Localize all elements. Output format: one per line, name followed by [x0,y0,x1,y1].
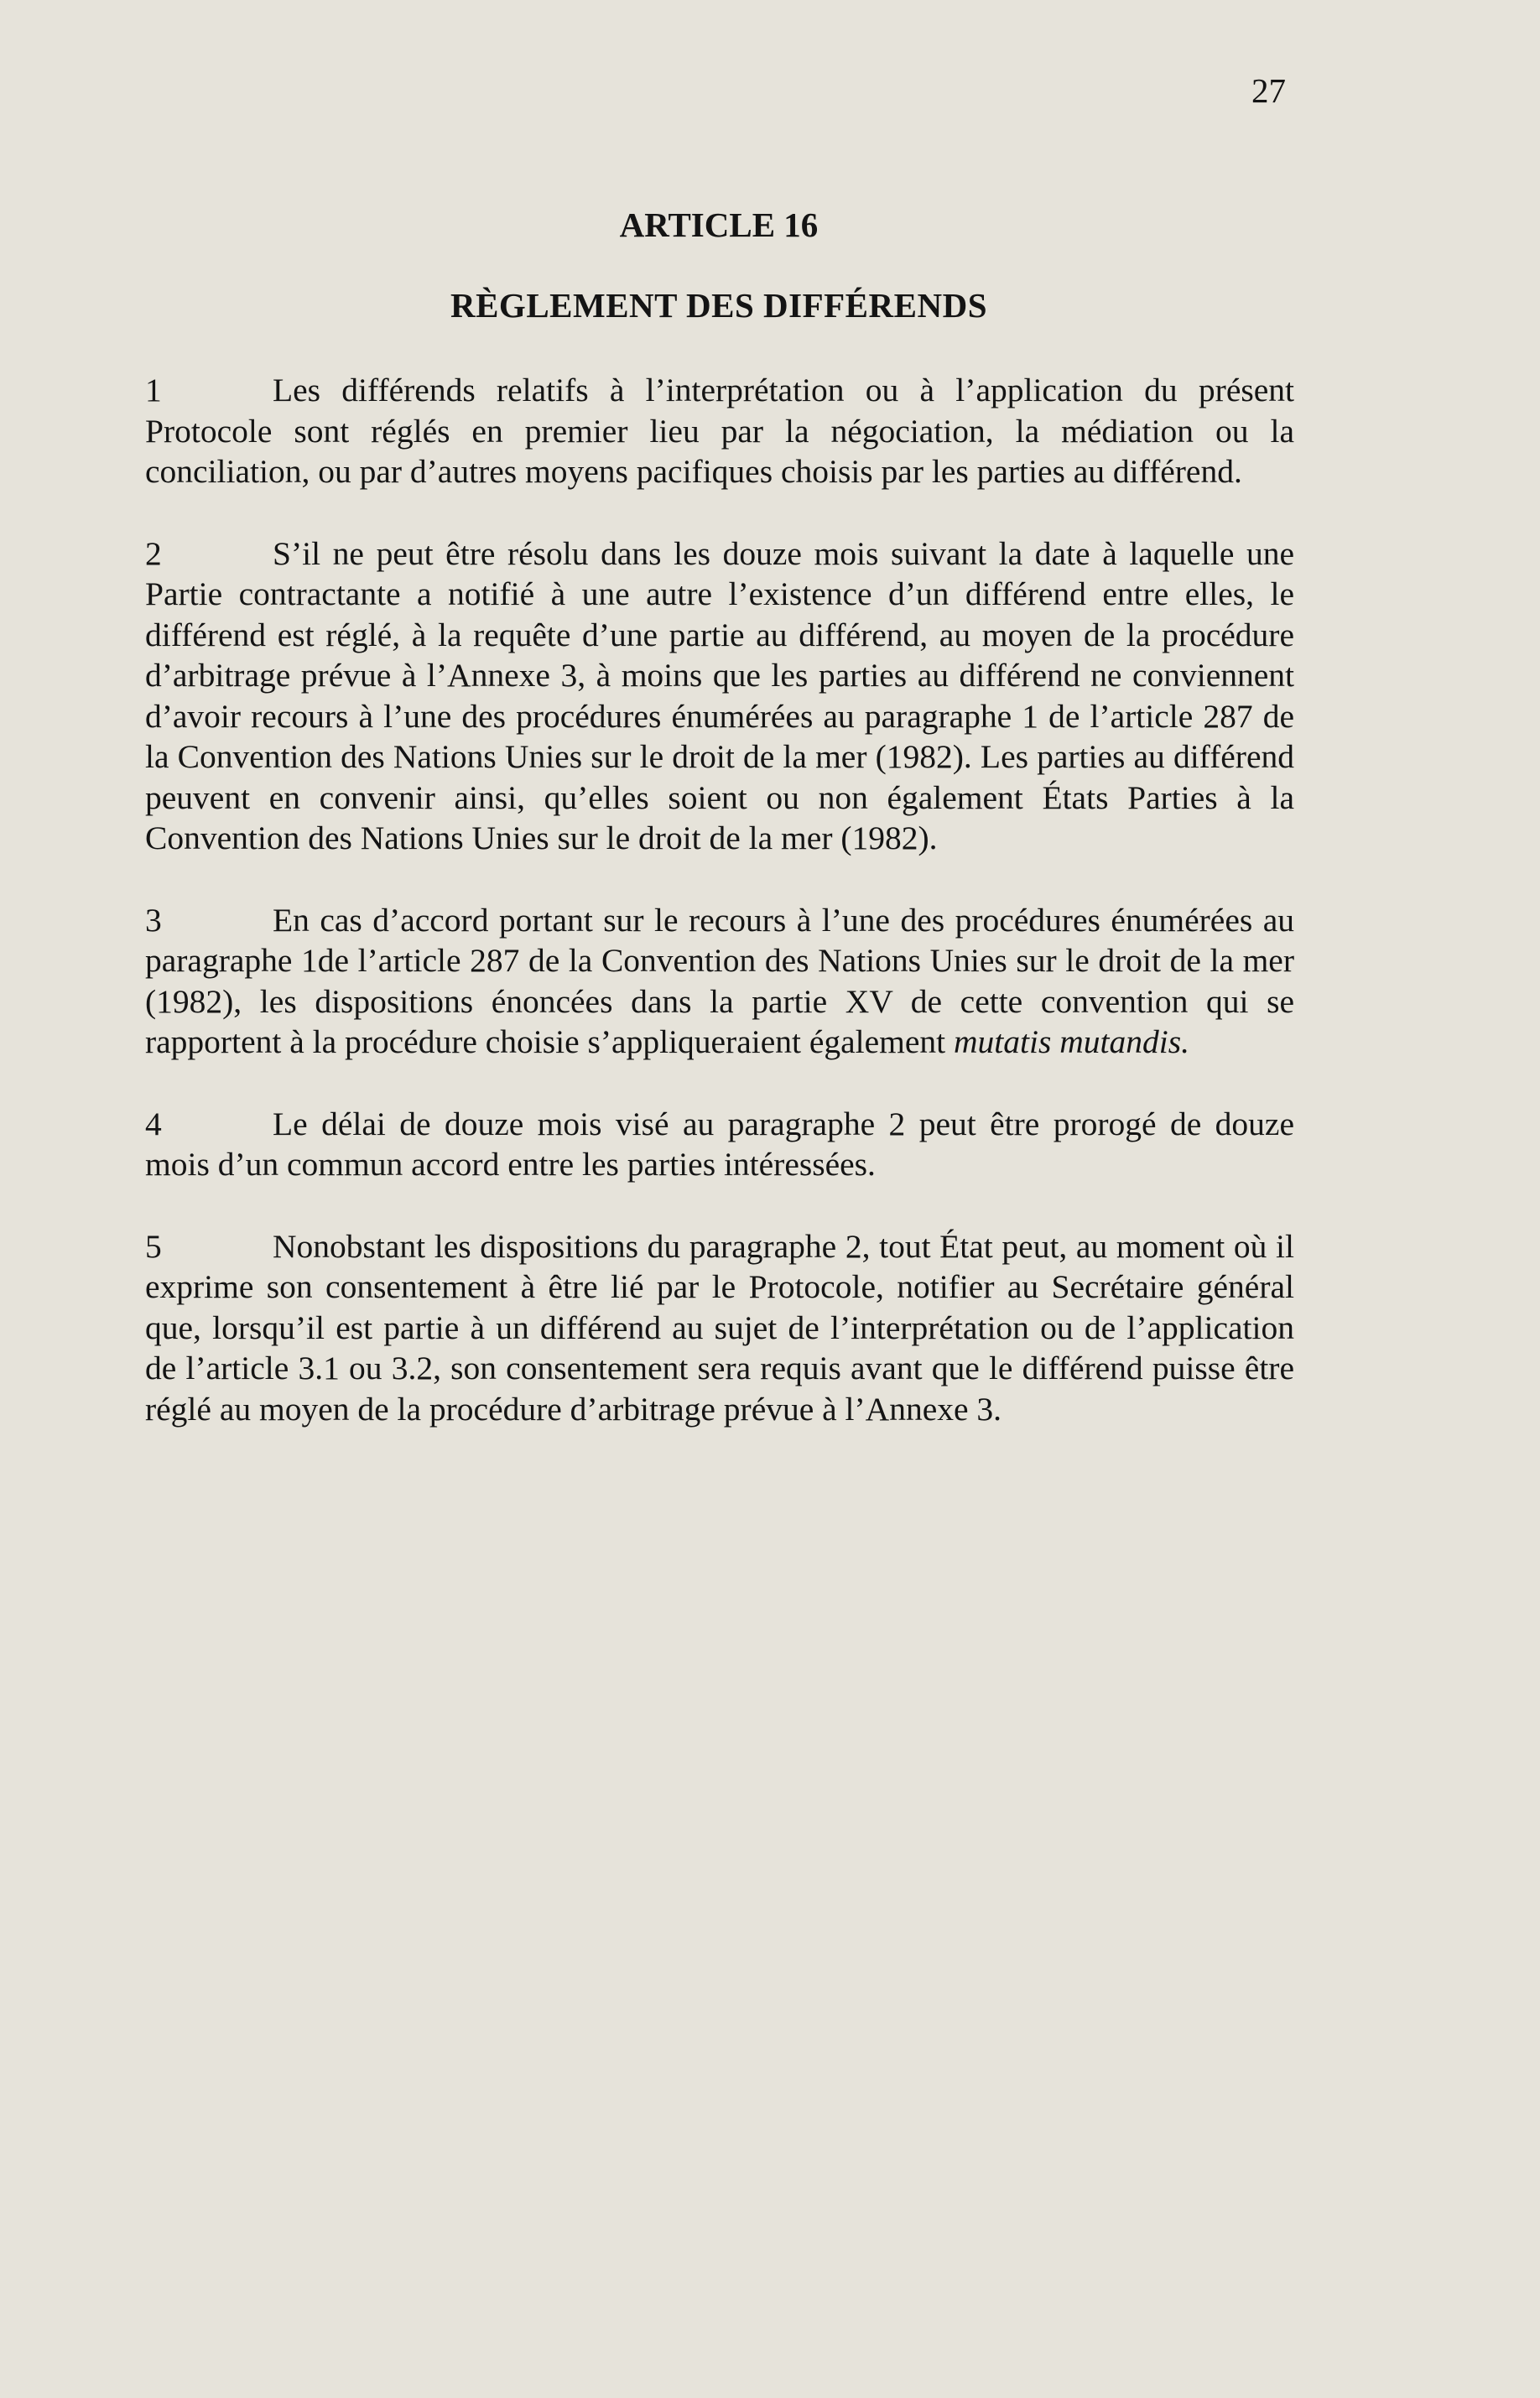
article-title: ARTICLE 16 [619,205,819,244]
paragraph-3 [145,900,1294,1063]
paragraph-text: En cas d’accord portant sur le recours à l’une des procédures énumérées au paragraphe 1de l’article 287 de la Convention des Nations Unies sur le droit de la mer (1982), les dispositions énoncées dans la partie XV de cette convention qui se rapportent à la procédure choisie s’appliqueraient également [145,901,1294,1060]
paragraph-number: 2 [145,534,162,572]
article-subtitle: RÈGLEMENT DES DIFFÉRENDS [450,286,988,325]
paragraph-text: Nonobstant les dispositions du paragraphe 2, tout État peut, au moment où il exprime son consentement à être lié par le Protocole, notifier au Secrétaire général que, lorsqu’il est partie à un différend au sujet de l’interprétation ou de l’application de l’article 3.1 ou 3.2, son consentement sera requis avant que le différend puisse être réglé au moyen de la procédure d’arbitrage prévue à l’Annexe 3. [145,1227,1294,1428]
paragraph-1 [145,370,1294,492]
paragraph-5 [145,1226,1294,1430]
page-number: 27 [1251,71,1286,110]
paragraph-2 [145,533,1294,859]
paragraph-text: Le délai de douze mois visé au paragraphe 2 peut être prorogé de douze mois d’un commun accord entre les parties intéressées. [145,1105,1294,1183]
article-body [145,370,1294,1470]
paragraph-number: 4 [145,1105,162,1142]
paragraph-text: S’il ne peut être résolu dans les douze mois suivant la date à laquelle une Partie contractante a notifié à une autre l’existence d’un différend entre elles, le différend est réglé, à la requête d’une partie au différend, au moyen de la procédure d’arbitrage prévue à l’Annexe 3, à moins que les parties au différend ne conviennent d’avoir recours à l’une des procédures énumérées au paragraphe 1 de l’article 287 de la Convention des Nations Unies sur le droit de la mer (1982). Les parties au différend peuvent en convenir ainsi, qu’elles soient ou non également États Parties à la Convention des Nations Unies sur le droit de la mer (1982). [145,534,1294,856]
paragraph-4 [145,1104,1294,1185]
paragraph-number: 3 [145,901,162,939]
paragraph-italic-text: mutatis mutandis. [954,1023,1189,1060]
paragraph-number: 5 [145,1227,162,1265]
paragraph-text: Les différends relatifs à l’interprétation ou à l’application du présent Protocole sont réglés en premier lieu par la négociation, la médiation ou la conciliation, ou par d’autres moyens pacifiques choisis par les parties au différend. [145,372,1294,490]
paragraph-number: 1 [145,372,162,408]
